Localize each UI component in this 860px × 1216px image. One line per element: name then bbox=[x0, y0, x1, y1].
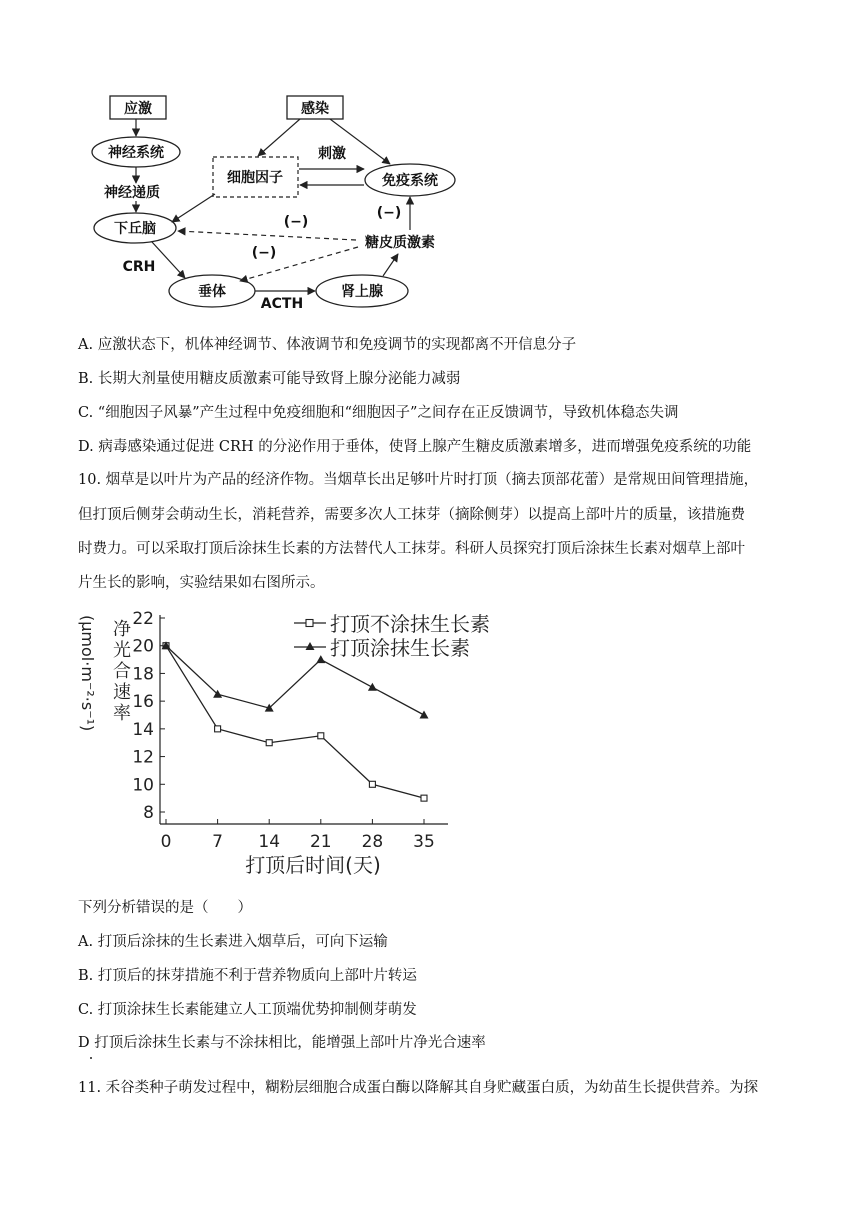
pituitary-label: 垂体 bbox=[198, 284, 226, 300]
arrow-adrenal-gluco bbox=[383, 254, 398, 276]
stimulate-label: 刺激 bbox=[318, 146, 346, 162]
chart-ytick-label: 18 bbox=[132, 664, 154, 685]
q10-option-b: B. 打顶后的抹芽措施不利于营养物质向上部叶片转运 bbox=[78, 968, 417, 984]
chart-xtick-label: 21 bbox=[309, 832, 332, 852]
q10-stem-line-4: 片生长的影响，实验结果如右图所示。 bbox=[78, 575, 325, 591]
negative-label-3: (−) bbox=[376, 205, 402, 221]
chart-point-series-2 bbox=[420, 711, 429, 719]
legend-series-1: 打顶不涂抹生长素 bbox=[330, 612, 490, 636]
arrow-hypothalamus-pituitary bbox=[152, 242, 185, 278]
chart-ylabel bbox=[78, 615, 131, 731]
chart-xtick-label: 35 bbox=[413, 832, 435, 852]
chart-point-series-1 bbox=[215, 726, 221, 732]
chart-point-series-1 bbox=[421, 795, 427, 801]
q9-option-a: A. 应激状态下，机体神经调节、体液调节和免疫调节的实现都离不开信息分子 bbox=[78, 337, 577, 353]
negative-label-2: (−) bbox=[251, 245, 277, 261]
q10-stem-line-3: 时费力。可以采取打顶后涂抹生长素的方法替代人工抹芽。科研人员探究打顶后涂抹生长素对烟草上部叶 bbox=[78, 541, 745, 557]
q10-stem-line-2: 但打顶后侧芽会萌动生长，消耗营养，需要多次人工抹芽（摘除侧芽）以提高上部叶片的质量，该措施费 bbox=[78, 507, 745, 523]
hypothalamus-label: 下丘脑 bbox=[114, 221, 156, 237]
chart-xtick-label: 7 bbox=[212, 832, 224, 852]
chart-point-series-2 bbox=[316, 655, 325, 663]
chart-ytick-label: 16 bbox=[132, 692, 154, 713]
chart-point-series-1 bbox=[266, 740, 272, 746]
glucocorticoid-label: 糖皮质激素 bbox=[365, 235, 435, 251]
stress-label: 应激 bbox=[124, 101, 152, 117]
chart-ytick-label: 20 bbox=[132, 636, 154, 657]
chart-point-series-2 bbox=[368, 683, 377, 691]
q10-stem-line-1: 10. 烟草是以叶片为产品的经济作物。当烟草长出足够叶片时打顶（摘去顶部花蕾）是常规田间管理措施， bbox=[78, 472, 759, 488]
q9-option-c: C. “细胞因子风暴”产生过程中免疫细胞和“细胞因子”之间存在正反馈调节，导致机体稳态失调 bbox=[78, 405, 679, 421]
chart-ylabel-text: 净光合速率 bbox=[113, 619, 131, 724]
chart-ylabel-unit: (μmol·m⁻²·s⁻¹) bbox=[78, 615, 97, 732]
infection-label: 感染 bbox=[301, 101, 329, 117]
chart-ytick-label: 10 bbox=[132, 775, 154, 796]
hormone-regulation-diagram bbox=[0, 0, 860, 320]
q10-option-d: D 打顶后涂抹生长素与不涂抹相比，能增强上部叶片净光合速率 bbox=[78, 1035, 486, 1051]
chart-point-series-1 bbox=[318, 733, 324, 739]
cytokine-label: 细胞因子 bbox=[227, 170, 283, 186]
chart-ytick-label: 14 bbox=[132, 719, 154, 740]
negative-label-1: (−) bbox=[283, 214, 309, 230]
chart-xtick-label: 0 bbox=[160, 832, 172, 852]
chart-ytick-label: 12 bbox=[132, 747, 154, 768]
q11-stem-line-1: 11. 禾谷类种子萌发过程中，糊粉层细胞合成蛋白酶以降解其自身贮藏蛋白质，为幼苗生长提供营养。为探 bbox=[78, 1080, 759, 1096]
stray-dot bbox=[90, 1057, 92, 1059]
arrow-infection-cytokine bbox=[258, 119, 300, 156]
chart-ytick-label: 8 bbox=[143, 803, 154, 823]
crh-label: CRH bbox=[122, 259, 156, 275]
nervous-system-label: 神经系统 bbox=[108, 145, 164, 161]
photosynthesis-line-chart bbox=[70, 605, 520, 885]
chart-legend bbox=[294, 612, 490, 660]
immune-system-label: 免疫系统 bbox=[382, 173, 438, 189]
q9-option-b: B. 长期大剂量使用糖皮质激素可能导致肾上腺分泌能力减弱 bbox=[78, 371, 461, 387]
chart-series-line-1 bbox=[166, 646, 424, 798]
legend-series-2: 打顶涂抹生长素 bbox=[330, 636, 470, 660]
adrenal-label: 肾上腺 bbox=[341, 284, 383, 300]
dashed-gluco-hypothalamus bbox=[178, 231, 356, 240]
chart-xlabel: 打顶后时间(天) bbox=[245, 853, 381, 877]
chart-xtick-label: 28 bbox=[361, 832, 384, 852]
q9-option-d: D. 病毒感染通过促进 CRH 的分泌作用于垂体，使肾上腺产生糖皮质激素增多，进而增强免疫系统的功能 bbox=[78, 439, 752, 455]
q10-option-c: C. 打顶涂抹生长素能建立人工顶端优势抑制侧芽萌发 bbox=[78, 1002, 417, 1018]
chart-ytick-label: 22 bbox=[132, 609, 154, 629]
acth-label: ACTH bbox=[260, 296, 304, 312]
chart-xtick-label: 14 bbox=[258, 832, 281, 852]
chart-point-series-1 bbox=[369, 781, 375, 787]
arrow-cytokine-hypothalamus bbox=[172, 194, 215, 222]
q10-question: 下列分析错误的是（ ） bbox=[78, 900, 252, 916]
q10-option-a: A. 打顶后涂抹的生长素进入烟草后，可向下运输 bbox=[78, 934, 388, 950]
neurotransmitter-label: 神经递质 bbox=[104, 185, 160, 201]
